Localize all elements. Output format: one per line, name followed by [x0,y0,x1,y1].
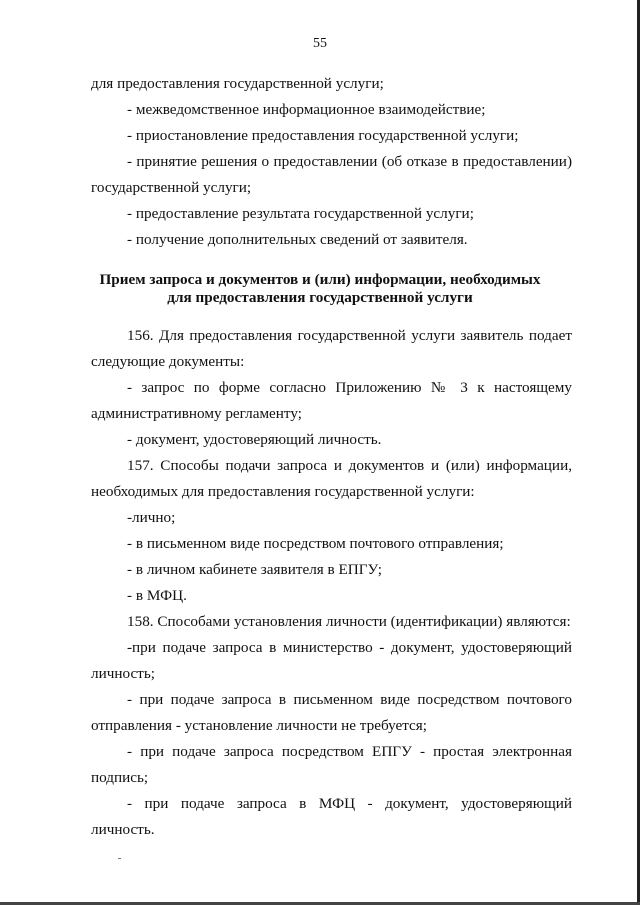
list-item: - при подаче запроса в письменном виде посредством почтового [127,691,572,708]
list-item: - в личном кабинете заявителя в ЕПГУ; [127,561,382,578]
list-item: - приостановление предоставления государственной услуги; [127,127,519,144]
page-number: 55 [313,36,327,51]
section-heading-line-1: Прием запроса и документов и (или) информации, необходимых [99,271,541,288]
list-item: - предоставление результата государственной услуги; [127,205,474,222]
text-line: государственной услуги; [91,179,252,196]
list-item: - в письменном виде посредством почтового отправления; [127,535,504,552]
list-item: - принятие решения о предоставлении (об отказе в предоставлении) [127,153,572,170]
text-line: личность. [91,821,155,838]
scan-speck [118,858,121,859]
text-line: отправления - установление личности не требуется; [91,717,428,734]
list-item: - при подаче запроса посредством ЕПГУ - простая электронная [127,743,572,760]
paragraph-157: 157. Способы подачи запроса и документов и (или) информации, [127,457,572,474]
text-line: необходимых для предоставления государственной услуги: [91,483,475,500]
text-line: следующие документы: [91,353,245,370]
list-item: - при подаче запроса в МФЦ - документ, удостоверяющий [127,795,572,812]
text-line: для предоставления государственной услуги; [91,75,384,92]
list-item: - запрос по форме согласно Приложению № 3 к настоящему [127,379,572,396]
list-item: -лично; [127,509,176,526]
list-item: - получение дополнительных сведений от заявителя. [127,231,468,248]
paragraph-158: 158. Способами установления личности (идентификации) являются: [127,613,571,630]
list-item: - документ, удостоверяющий личность. [127,431,382,448]
text-line: подпись; [91,769,149,786]
text-line: личность; [91,665,155,682]
paragraph-156: 156. Для предоставления государственной услуги заявитель подает [127,327,572,344]
section-heading-line-2: для предоставления государственной услуги [167,289,473,306]
text-line: административному регламенту; [91,405,302,422]
list-item: -при подаче запроса в министерство - документ, удостоверяющий [127,639,572,656]
list-item: - в МФЦ. [127,587,187,604]
list-item: - межведомственное информационное взаимодействие; [127,101,486,118]
